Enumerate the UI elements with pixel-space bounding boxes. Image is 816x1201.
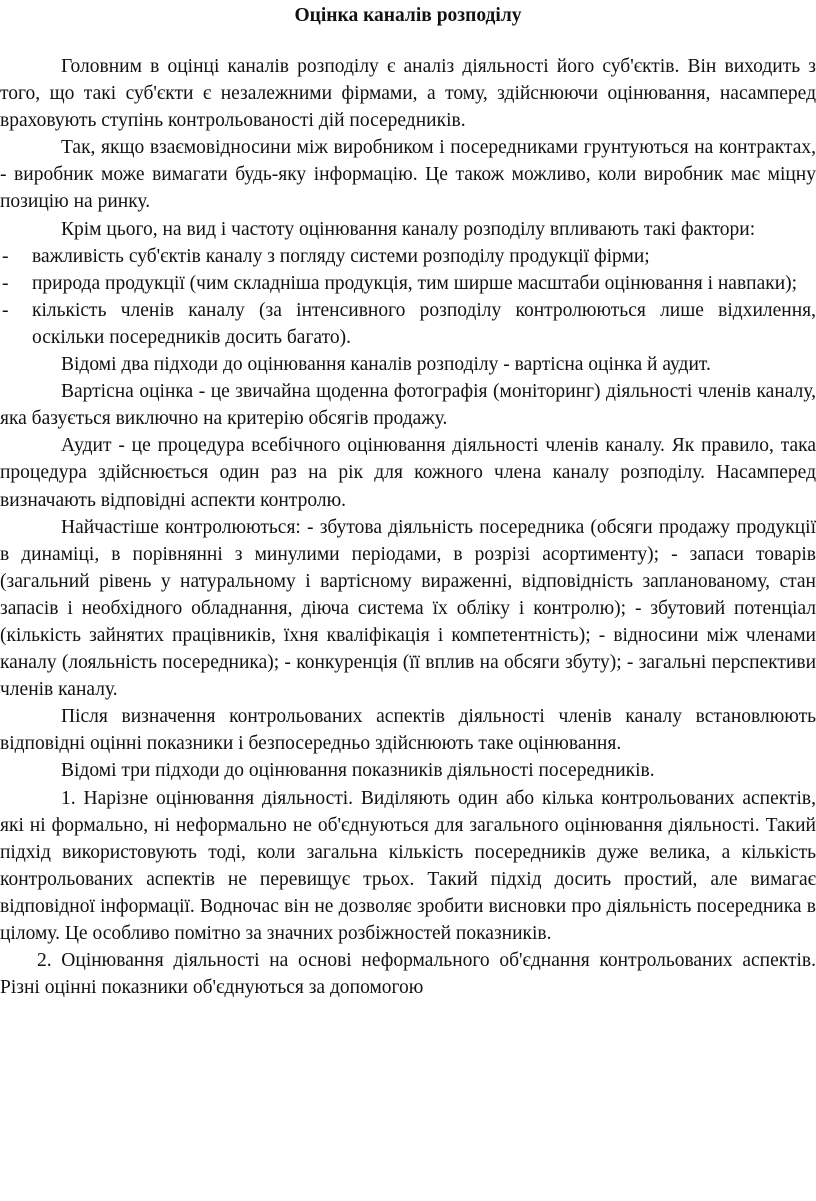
list-item: - важливість суб'єктів каналу з погляду системи розподілу продукції фірми; xyxy=(0,243,816,270)
paragraph-informal-evaluation: 2. Оцінювання діяльності на основі неформального об'єднання контрольованих аспектів. Різні оцінні показники об'єднуються за допомогою xyxy=(0,950,816,999)
list-item: - кількість членів каналу (за інтенсивного розподілу контролюються лише відхилення, оскільки посередників досить багато). xyxy=(0,297,816,351)
paragraph-controlled-aspects: Найчастіше контролюються: - збутова діяльність посередника (обсяги продажу продукції в динаміці, в порівнянні з минулими періодами, в розрізі асортименту); - запаси товарів (загальний рівень у натуральному і вартісному вираженні, відповідність запланованому, стан запасів і необхідного обладнання, діюча система їх обліку і контролю); - збутовий потенціал (кількість зайнятих працівників, їхня кваліфікація і компетентність); - відносини між членами каналу (лояльність посередника); - конкуренція (її вплив на обсяги збуту); - загальні перспективи членів каналу. xyxy=(0,516,816,701)
paragraph-two-approaches: Відомі два підходи до оцінювання каналів розподілу - вартісна оцінка й аудит. xyxy=(61,354,711,376)
paragraph-audit: Аудит - це процедура всебічного оцінювання діяльності членів каналу. Як правило, така процедура здійснюється один раз на рік для кожного члена каналу розподілу. Насамперед визначають відповідні аспекти контролю. xyxy=(0,435,816,511)
paragraph-contracts: Так, якщо взаємовідносини між виробником і посередниками грунтуються на контрактах, - виробник може вимагати будь-яку інформацію. Це також можливо, коли виробник має міцну позицію на ринку. xyxy=(0,137,816,213)
paragraph-factors-lead: Крім цього, на вид і частоту оцінювання каналу розподілу впливають такі фактори: xyxy=(61,218,756,240)
paragraph-indicators: Після визначення контрольованих аспектів діяльності членів каналу встановлюють відповідні оцінні показники і безпосередньо здійснюють таке оцінювання. xyxy=(0,706,816,755)
paragraph-separate-evaluation: 1. Нарізне оцінювання діяльності. Виділяють один або кілька контрольованих аспектів, які ні формально, ні неформально не об'єднуються для загального оцінювання діяльності. Такий підхід використовують тоді, коли загальна кількість посередників дуже велика, а кількість контрольованих аспектів не перевищує трьох. Такий підхід досить простий, але вимагає відповідної інформації. Водночас він не дозволяє зробити висновки про діяльність посередника в цілому. Це особливо помітно за значних розбіжностей показників. xyxy=(0,787,816,944)
paragraph-intro: Головним в оцінці каналів розподілу є аналіз діяльності його суб'єктів. Він виходить з того, що такі суб'єкти є незалежними фірмами, а тому, здійснюючи оцінювання, насамперед враховують ступінь контрольованості дій посередників. xyxy=(0,56,816,132)
paragraph-cost-estimate: Вартісна оцінка - це звичайна щоденна фотографія (моніторинг) діяльності членів каналу, яка базується виключно на критерію обсягів продажу. xyxy=(0,381,816,430)
list-item: - природа продукції (чим складніша продукція, тим ширше масштаби оцінювання і навпаки); xyxy=(0,270,816,297)
paragraph-three-approaches: Відомі три підходи до оцінювання показників діяльності посередників. xyxy=(61,760,655,782)
document-title: Оцінка каналів розподілу xyxy=(294,5,522,26)
factors-list xyxy=(0,243,816,351)
